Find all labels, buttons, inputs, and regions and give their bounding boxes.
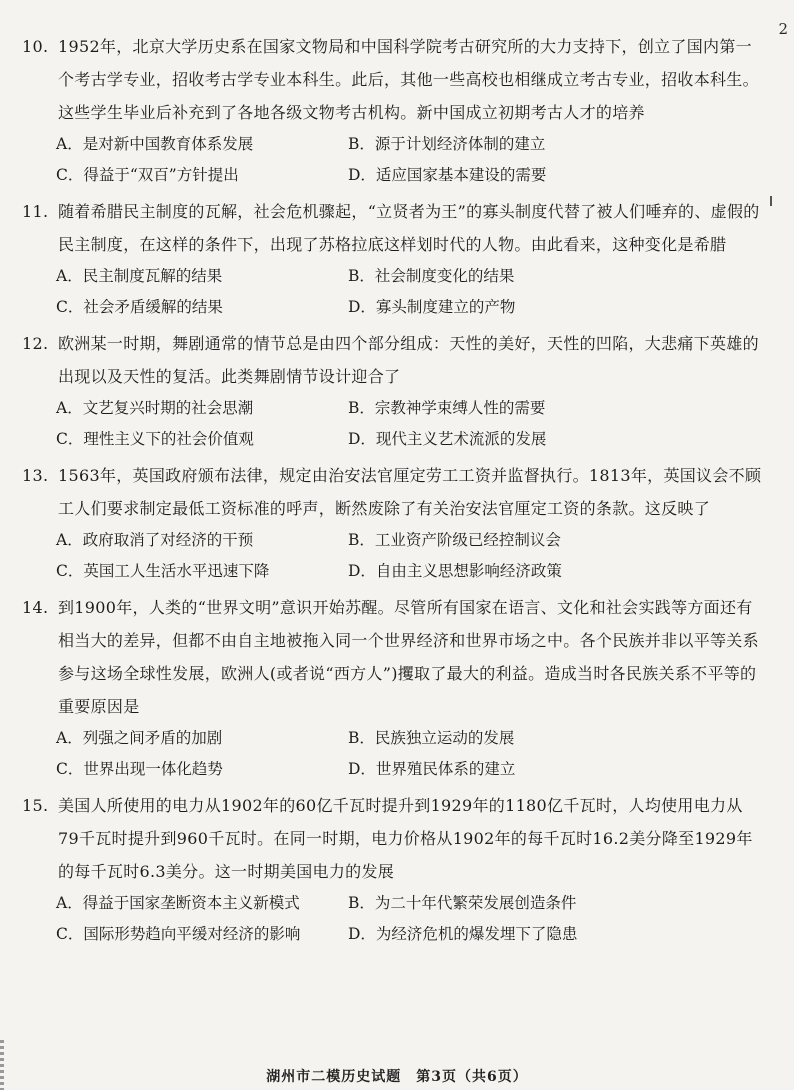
question-stem-text: 1563年，英国政府颁布法律，规定由治安法官厘定劳工工资并监督执行。1813年，英国议会不顾工人们要求制定最低工资标准的呼声，断然废除了有关治安法官厘定工资的条款。这反映了 <box>58 466 762 518</box>
option-a[interactable]: A．政府取消了对经济的干预 <box>56 531 254 549</box>
option-d[interactable]: D．自由主义思想影响经济政策 <box>348 562 562 580</box>
question-stem-text: 随着希腊民主制度的瓦解，社会危机骤起，“立贤者为王”的寡头制度代替了被人们唾弃的、虚假的民主制度，在这样的条件下，出现了苏格拉底这样划时代的人物。由此看来，这种变化是希腊 <box>58 202 760 254</box>
option-a[interactable]: A．列强之间矛盾的加剧 <box>56 729 223 747</box>
question-stem-text: 欧洲某一时期，舞剧通常的情节总是由四个部分组成：天性的美好，天性的凹陷，大悲痛下英雄的出现以及天性的复活。此类舞剧情节设计迎合了 <box>58 334 759 386</box>
question-number: 15. <box>22 796 49 815</box>
question-stem <box>22 789 762 888</box>
option-c[interactable]: C．世界出现一体化趋势 <box>56 760 223 778</box>
question-15 <box>22 789 762 950</box>
answer-options <box>22 393 762 455</box>
page-corner-number: 2 <box>778 20 788 38</box>
question-number: 10. <box>22 37 49 56</box>
option-c[interactable]: C．英国工人生活水平迅速下降 <box>56 562 270 580</box>
question-number: 12. <box>22 334 49 353</box>
question-stem-text: 1952年，北京大学历史系在国家文物局和中国科学院考古研究所的大力支持下，创立了国内第一个考古学专业，招收考古学专业本科生。此后，其他一些高校也相继成立考古专业，招收本科生。这些学生毕业后补充到了各地各级文物考古机构。新中国成立初期考古人才的培养 <box>58 37 759 122</box>
question-14 <box>22 591 762 785</box>
option-a[interactable]: A．得益于国家垄断资本主义新模式 <box>56 894 300 912</box>
option-d[interactable]: D．寡头制度建立的产物 <box>348 298 516 316</box>
option-d[interactable]: D．世界殖民体系的建立 <box>348 760 516 778</box>
question-number: 11. <box>22 202 49 221</box>
question-stem <box>22 30 762 129</box>
question-number: 13. <box>22 466 49 485</box>
option-d[interactable]: D．适应国家基本建设的需要 <box>348 166 547 184</box>
question-number: 14. <box>22 598 49 617</box>
question-stem <box>22 591 762 723</box>
option-b[interactable]: B．工业资产阶级已经控制议会 <box>348 531 561 549</box>
option-c[interactable]: C．国际形势趋向平缓对经济的影响 <box>56 925 301 943</box>
question-13 <box>22 459 762 587</box>
question-stem-text: 到1900年，人类的“世界文明”意识开始苏醒。尽管所有国家在语言、文化和社会实践等方面还有相当大的差异，但都不由自主地被拖入同一个世界经济和世界市场之中。各个民族并非以平等关系参与这场全球性发展，欧洲人(或者说“西方人”)攫取了最大的利益。造成当时各民族关系不平等的重要原因是 <box>58 598 759 716</box>
option-a[interactable]: A．民主制度瓦解的结果 <box>56 267 223 285</box>
option-d[interactable]: D．现代主义艺术流派的发展 <box>348 430 547 448</box>
option-b[interactable]: B．为二十年代繁荣发展创造条件 <box>348 894 577 912</box>
question-list <box>22 30 762 954</box>
answer-options <box>22 129 762 191</box>
page-footer: 湖州市二模历史试题 第3页（共6页） <box>266 1069 528 1085</box>
question-11 <box>22 195 762 323</box>
option-c[interactable]: C．得益于“双百”方针提出 <box>56 166 239 184</box>
answer-options <box>22 261 762 323</box>
question-stem <box>22 459 762 525</box>
answer-options <box>22 888 762 950</box>
option-c[interactable]: C．理性主义下的社会价值观 <box>56 430 254 448</box>
option-b[interactable]: B．源于计划经济体制的建立 <box>348 135 546 153</box>
option-b[interactable]: B．社会制度变化的结果 <box>348 267 515 285</box>
question-12 <box>22 327 762 455</box>
option-b[interactable]: B．民族独立运动的发展 <box>348 729 515 747</box>
option-a[interactable]: A．文艺复兴时期的社会思潮 <box>56 399 254 417</box>
question-stem <box>22 195 762 261</box>
question-10 <box>22 30 762 191</box>
option-d[interactable]: D．为经济危机的爆发埋下了隐患 <box>348 925 578 943</box>
question-stem <box>22 327 762 393</box>
answer-options <box>22 525 762 587</box>
question-stem-text: 美国人所使用的电力从1902年的60亿千瓦时提升到1929年的1180亿千瓦时，人均使用电力从79千瓦时提升到960千瓦时。在同一时期，电力价格从1902年的每千瓦时16.2美分降至1929年的每千瓦时6.3美分。这一时期美国电力的发展 <box>58 796 753 881</box>
answer-options <box>22 723 762 785</box>
option-a[interactable]: A．是对新中国教育体系发展 <box>56 135 254 153</box>
option-c[interactable]: C．社会矛盾缓解的结果 <box>56 298 223 316</box>
scan-mark <box>770 196 772 206</box>
option-b[interactable]: B．宗教神学束缚人性的需要 <box>348 399 546 417</box>
